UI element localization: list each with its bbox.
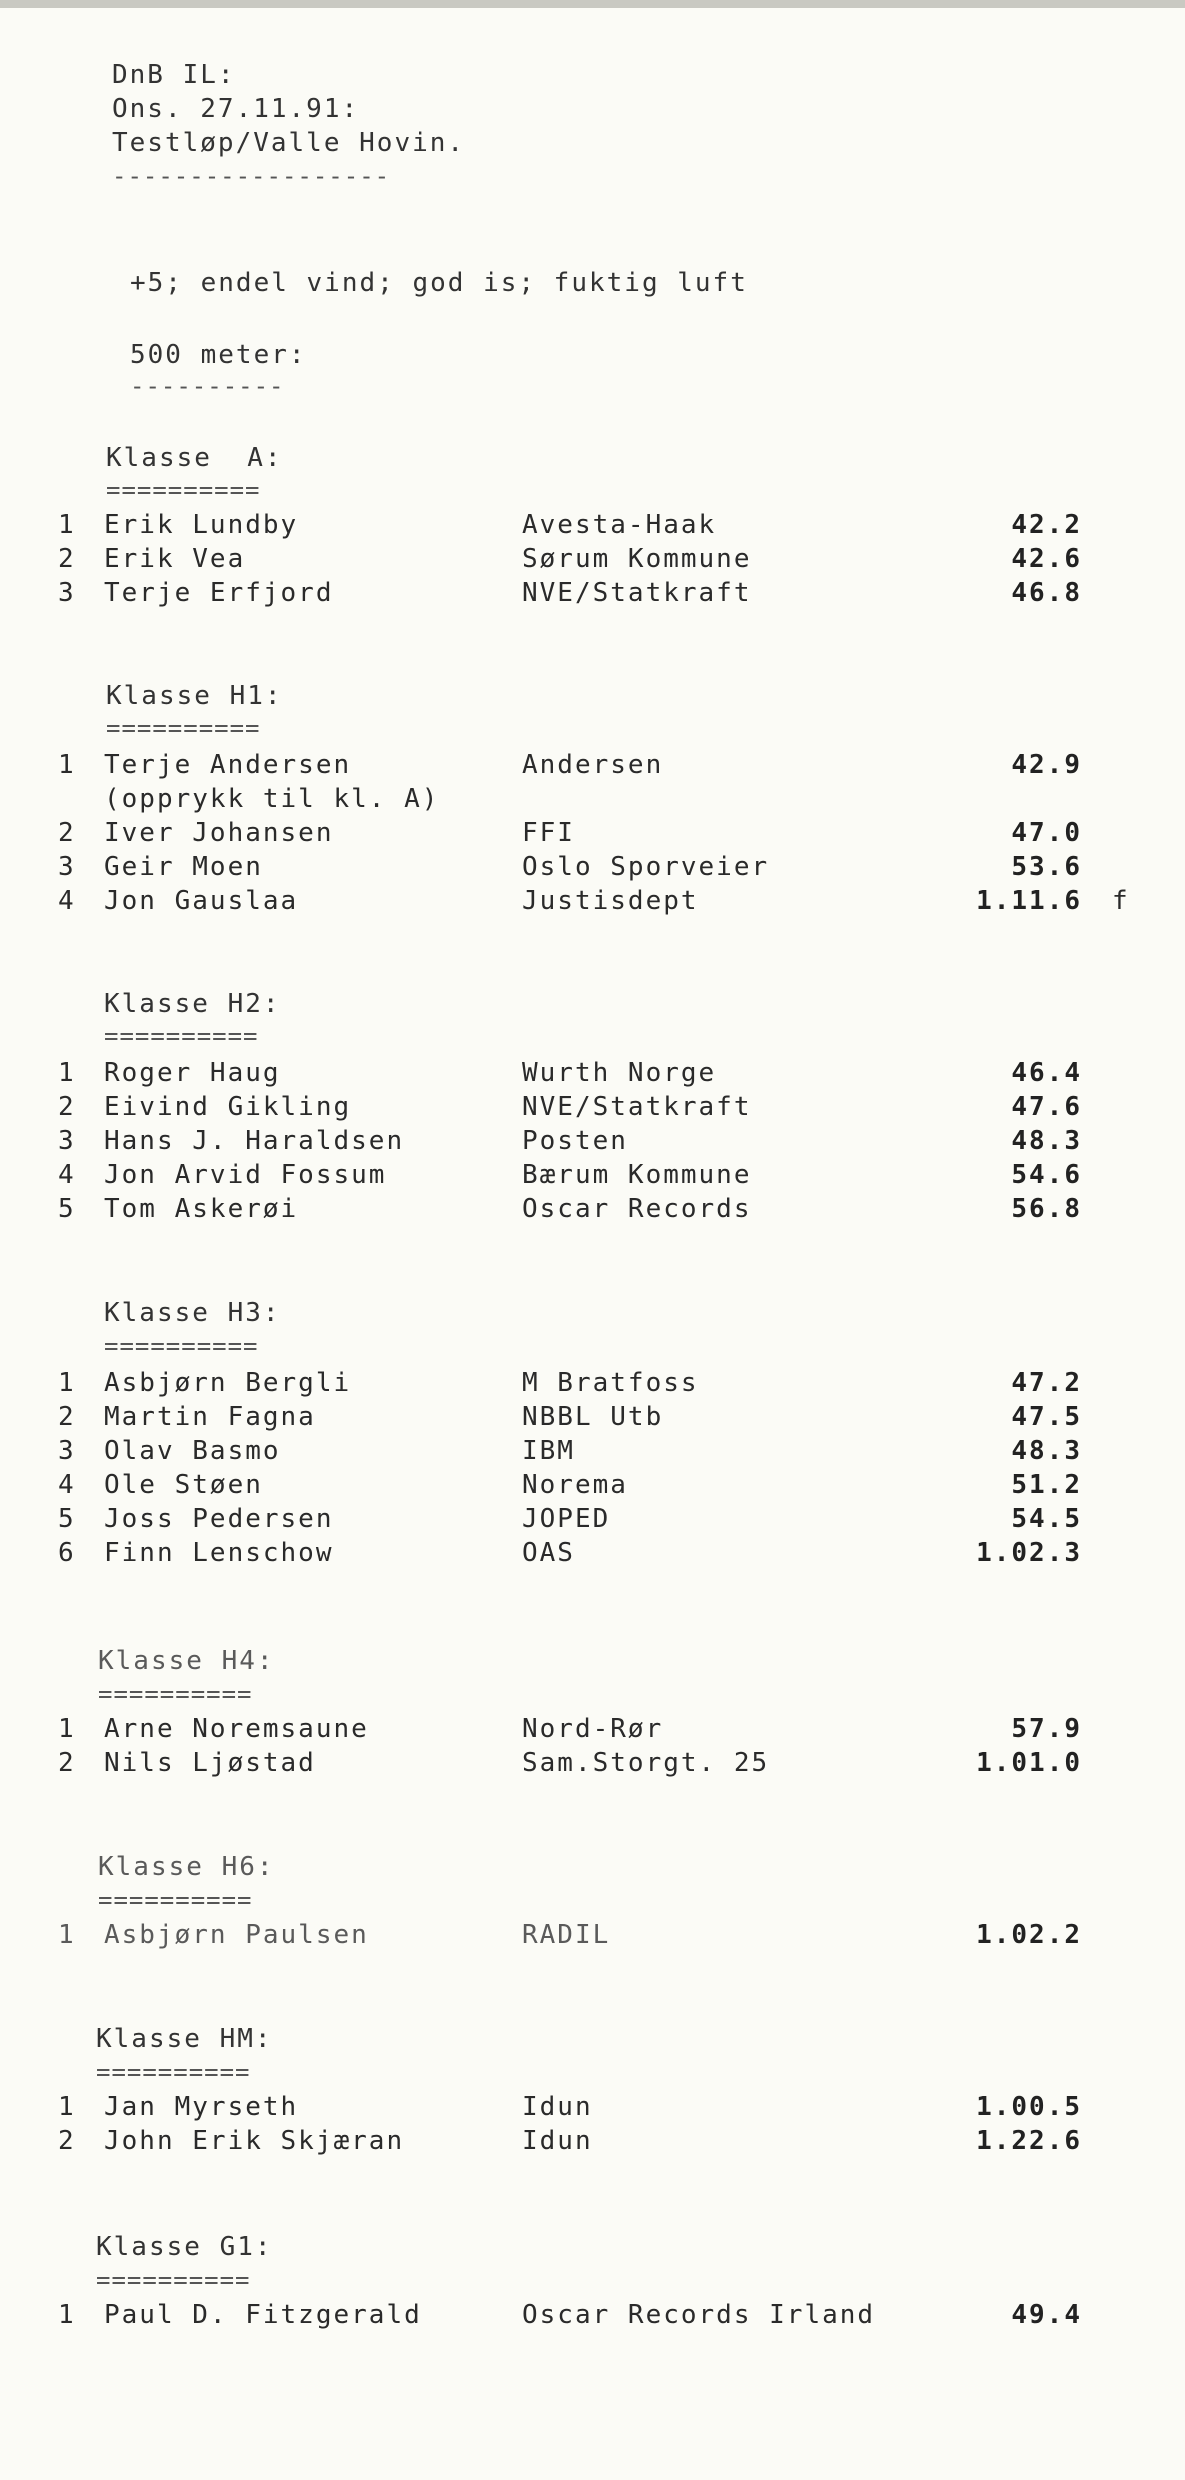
result-place: 2 (58, 1748, 76, 1778)
result-club: Justisdept (522, 886, 699, 916)
result-time: 1.22.6 (976, 2126, 1082, 2156)
result-club: Sam.Storgt. 25 (522, 1748, 770, 1778)
result-row (0, 2126, 1185, 2160)
result-row (0, 1504, 1185, 1538)
result-time: 42.9 (1011, 750, 1082, 780)
result-row (0, 2300, 1185, 2334)
result-place: 4 (58, 1160, 76, 1190)
result-place: 3 (58, 1126, 76, 1156)
result-row (0, 1538, 1185, 1572)
result-name: Olav Basmo (104, 1436, 281, 1466)
result-place: 2 (58, 818, 76, 848)
result-name: Nils Ljøstad (104, 1748, 316, 1778)
distance-rule: ---------- (130, 372, 285, 400)
result-name: Martin Fagna (104, 1402, 316, 1432)
result-name: Finn Lenschow (104, 1538, 334, 1568)
result-row (0, 1194, 1185, 1228)
result-club: JOPED (522, 1504, 611, 1534)
class-rule: ========== (96, 2058, 251, 2086)
result-club: Sørum Kommune (522, 544, 752, 574)
result-club: Oslo Sporveier (522, 852, 770, 882)
result-name: Geir Moen (104, 852, 263, 882)
result-time: 48.3 (1011, 1436, 1082, 1466)
result-row (0, 1436, 1185, 1470)
result-note-row (0, 784, 1185, 818)
result-club: Bærum Kommune (522, 1160, 752, 1190)
result-time: 54.5 (1011, 1504, 1082, 1534)
result-time: 42.6 (1011, 544, 1082, 574)
class-rule: ========== (106, 714, 261, 742)
result-time: 1.11.6 (976, 886, 1082, 916)
class-title: Klasse H2: (104, 989, 281, 1019)
result-club: Oscar Records (522, 1194, 752, 1224)
result-club: Wurth Norge (522, 1058, 717, 1088)
result-row (0, 1126, 1185, 1160)
class-rule: ========== (98, 1680, 253, 1708)
result-time: 42.2 (1011, 510, 1082, 540)
class-rule: ========== (104, 1022, 259, 1050)
result-time: 47.5 (1011, 1402, 1082, 1432)
result-note: (opprykk til kl. A) (104, 784, 440, 814)
result-row (0, 1058, 1185, 1092)
result-place: 3 (58, 578, 76, 608)
result-club: OAS (522, 1538, 575, 1568)
class-rule: ========== (98, 1886, 253, 1914)
result-row (0, 1402, 1185, 1436)
result-name: Hans J. Haraldsen (104, 1126, 405, 1156)
result-place: 2 (58, 544, 76, 574)
class-title: Klasse H3: (104, 1298, 281, 1328)
result-club: NVE/Statkraft (522, 1092, 752, 1122)
result-time: 1.00.5 (976, 2092, 1082, 2122)
result-club: RADIL (522, 1920, 611, 1950)
class-title: Klasse H6: (98, 1852, 275, 1882)
class-title: Klasse G1: (96, 2232, 273, 2262)
result-place: 1 (58, 2092, 76, 2122)
result-time: 56.8 (1011, 1194, 1082, 1224)
result-place: 3 (58, 1436, 76, 1466)
result-club: Oscar Records Irland (522, 2300, 876, 2330)
result-club: Avesta-Haak (522, 510, 717, 540)
result-name: Jon Gauslaa (104, 886, 299, 916)
result-name: John Erik Skjæran (104, 2126, 405, 2156)
result-name: Joss Pedersen (104, 1504, 334, 1534)
result-club: Nord-Rør (522, 1714, 664, 1744)
result-name: Ole Støen (104, 1470, 263, 1500)
result-time: 57.9 (1011, 1714, 1082, 1744)
result-club: Norema (522, 1470, 628, 1500)
result-name: Jon Arvid Fossum (104, 1160, 387, 1190)
result-name: Asbjørn Paulsen (104, 1920, 369, 1950)
result-row (0, 750, 1185, 784)
result-place: 2 (58, 1402, 76, 1432)
result-place: 6 (58, 1538, 76, 1568)
header-club: DnB IL: (112, 60, 236, 90)
result-place: 1 (58, 1368, 76, 1398)
weather-conditions: +5; endel vind; god is; fuktig luft (130, 268, 748, 298)
result-name: Paul D. Fitzgerald (104, 2300, 422, 2330)
header-event: Testløp/Valle Hovin. (112, 128, 466, 158)
result-place: 4 (58, 886, 76, 916)
result-name: Roger Haug (104, 1058, 281, 1088)
result-row (0, 1470, 1185, 1504)
result-row (0, 818, 1185, 852)
result-place: 3 (58, 852, 76, 882)
result-time: 46.8 (1011, 578, 1082, 608)
result-name: Erik Vea (104, 544, 246, 574)
class-title: Klasse H4: (98, 1646, 275, 1676)
class-rule: ========== (104, 1332, 259, 1360)
result-name: Tom Askerøi (104, 1194, 299, 1224)
result-club: M Bratfoss (522, 1368, 699, 1398)
result-place: 1 (58, 1714, 76, 1744)
result-place: 2 (58, 2126, 76, 2156)
result-name: Terje Erfjord (104, 578, 334, 608)
result-row (0, 852, 1185, 886)
result-place: 5 (58, 1504, 76, 1534)
result-row (0, 1920, 1185, 1954)
class-title: Klasse A: (106, 443, 283, 473)
result-flag: f (1112, 886, 1130, 916)
result-name: Arne Noremsaune (104, 1714, 369, 1744)
result-row (0, 1714, 1185, 1748)
result-club: Posten (522, 1126, 628, 1156)
result-time: 47.0 (1011, 818, 1082, 848)
result-time: 1.02.2 (976, 1920, 1082, 1950)
result-time: 1.02.3 (976, 1538, 1082, 1568)
result-place: 1 (58, 2300, 76, 2330)
result-time: 48.3 (1011, 1126, 1082, 1156)
header-rule: ------------------ (112, 162, 391, 190)
result-place: 5 (58, 1194, 76, 1224)
result-club: NBBL Utb (522, 1402, 664, 1432)
result-row (0, 1092, 1185, 1126)
result-row (0, 1368, 1185, 1402)
result-row (0, 510, 1185, 544)
result-club: NVE/Statkraft (522, 578, 752, 608)
result-time: 53.6 (1011, 852, 1082, 882)
result-name: Asbjørn Bergli (104, 1368, 352, 1398)
result-time: 51.2 (1011, 1470, 1082, 1500)
result-time: 47.6 (1011, 1092, 1082, 1122)
result-club: Idun (522, 2126, 593, 2156)
result-row (0, 1748, 1185, 1782)
result-time: 46.4 (1011, 1058, 1082, 1088)
result-club: Idun (522, 2092, 593, 2122)
result-place: 4 (58, 1470, 76, 1500)
result-place: 1 (58, 1920, 76, 1950)
result-name: Eivind Gikling (104, 1092, 352, 1122)
class-rule: ========== (106, 476, 261, 504)
result-name: Erik Lundby (104, 510, 299, 540)
result-row (0, 886, 1185, 920)
result-row (0, 544, 1185, 578)
result-name: Jan Myrseth (104, 2092, 299, 2122)
class-title: Klasse H1: (106, 681, 283, 711)
result-time: 54.6 (1011, 1160, 1082, 1190)
result-row (0, 1160, 1185, 1194)
class-rule: ========== (96, 2266, 251, 2294)
result-place: 1 (58, 1058, 76, 1088)
class-title: Klasse HM: (96, 2024, 273, 2054)
result-time: 1.01.0 (976, 1748, 1082, 1778)
result-time: 49.4 (1011, 2300, 1082, 2330)
result-place: 1 (58, 510, 76, 540)
result-row (0, 2092, 1185, 2126)
result-club: FFI (522, 818, 575, 848)
result-place: 2 (58, 1092, 76, 1122)
result-place: 1 (58, 750, 76, 780)
result-name: Terje Andersen (104, 750, 352, 780)
header-date: Ons. 27.11.91: (112, 94, 360, 124)
result-club: IBM (522, 1436, 575, 1466)
result-time: 47.2 (1011, 1368, 1082, 1398)
distance-label: 500 meter: (130, 340, 307, 370)
result-club: Andersen (522, 750, 664, 780)
result-name: Iver Johansen (104, 818, 334, 848)
result-row (0, 578, 1185, 612)
